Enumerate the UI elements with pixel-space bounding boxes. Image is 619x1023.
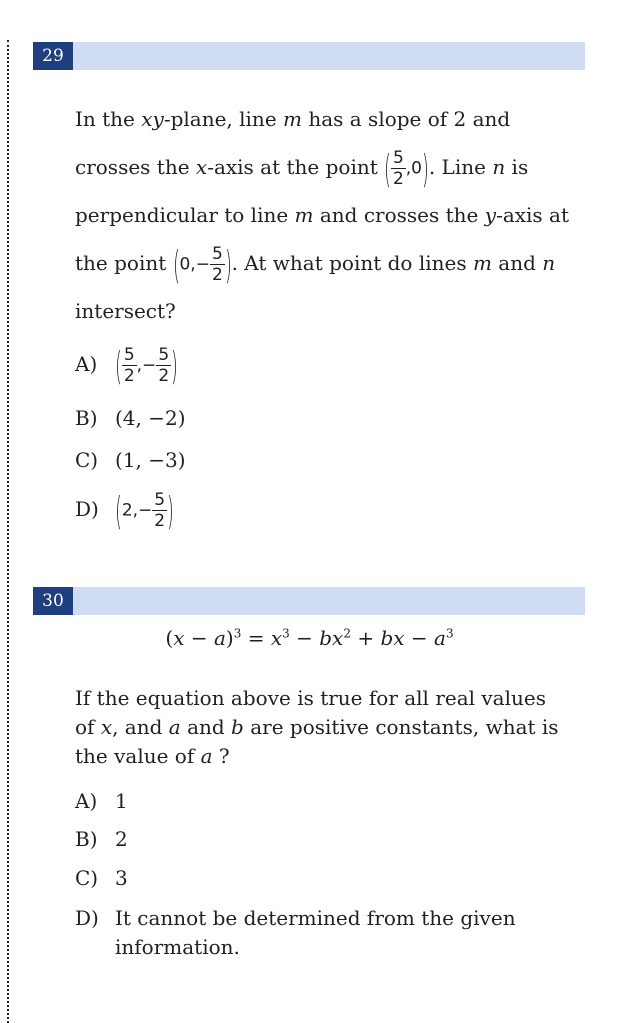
close-paren: ) <box>422 146 429 191</box>
q29-line-1: In the xy-plane, line m has a slope of 2 and <box>75 107 511 131</box>
choice-c[interactable]: C) 3 <box>75 866 128 890</box>
close-paren: ) <box>224 242 232 287</box>
choice-a[interactable]: A) ( $\frac{5}{2}$ ,− $\frac{5}{2}$ ) <box>75 343 178 388</box>
q29-line-3: perpendicular to line m and crosses the y-axis at <box>75 203 570 227</box>
choice-d[interactable]: D) (2,− $\frac{5}{2}$ ) <box>75 488 174 533</box>
q29-line-5: intersect? <box>75 299 176 323</box>
choice-c[interactable]: C) (1, −3) <box>75 448 186 472</box>
choice-b[interactable]: B) 2 <box>75 827 128 851</box>
open-paren: ( <box>172 242 180 287</box>
question-number: 30 <box>33 587 73 615</box>
q30-question-text: If the equation above is true for all real values of x, and a and b are positive constants, what is the value of a ? <box>75 686 559 768</box>
q29-line-4: the point (0,− $\frac{5}{2}$ ). At what point do lines m and n <box>75 242 556 287</box>
equation: $(x - a)^3 = x^3 - bx^2$ + bx − $a^3$ <box>165 626 454 650</box>
fraction: $\frac{5}{2}$ <box>392 148 404 189</box>
choice-d[interactable]: D) It cannot be determined from the given information. <box>75 906 516 959</box>
q29-line-2: crosses the x-axis at the point ( $\frac{5}{2}$ ,0). Line n is <box>75 146 529 191</box>
dotted-margin-line <box>7 40 9 1023</box>
fraction: $\frac{5}{2}$ <box>211 244 223 285</box>
question-29-header <box>33 42 585 70</box>
question-30-header <box>33 587 585 615</box>
choice-a[interactable]: A) 1 <box>75 789 128 813</box>
choice-b[interactable]: B) (4, −2) <box>75 406 186 430</box>
open-paren: ( <box>384 146 391 191</box>
question-number: 29 <box>33 42 73 70</box>
